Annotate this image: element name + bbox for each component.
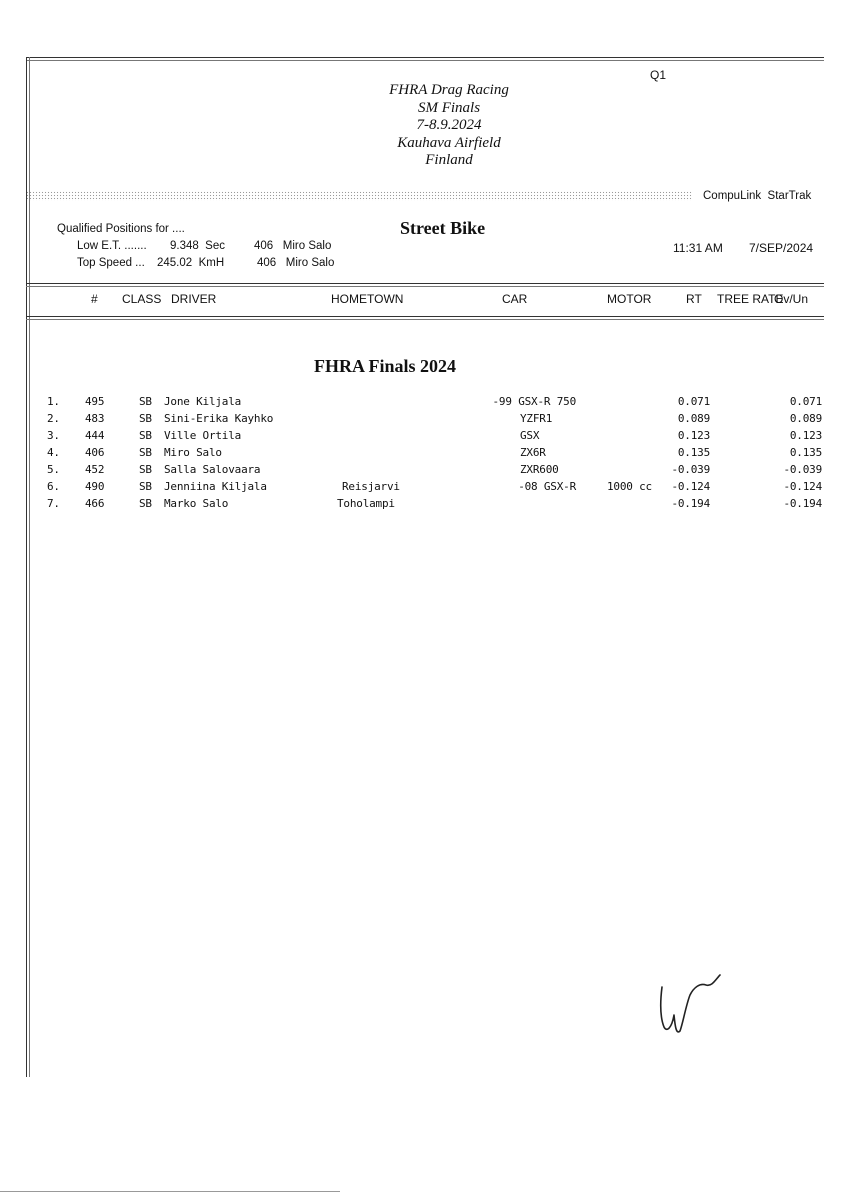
event-title-block bbox=[300, 82, 598, 170]
col-rt: RT bbox=[686, 292, 702, 306]
top-speed-value: 245.02 KmH bbox=[157, 257, 225, 269]
top-speed-holder: 406 Miro Salo bbox=[257, 257, 335, 269]
row-rt: -0.039 bbox=[671, 463, 710, 476]
row-class: SB bbox=[139, 497, 152, 510]
event-line-3: 7-8.9.2024 bbox=[416, 117, 482, 133]
table-row bbox=[0, 497, 848, 514]
row-ovun: -0.194 bbox=[783, 497, 822, 510]
handwritten-signature bbox=[650, 965, 730, 1045]
row-driver: Salla Salovaara bbox=[164, 463, 261, 476]
row-car: -99 GSX-R 750 bbox=[492, 395, 576, 408]
row-position: 7. bbox=[47, 497, 60, 510]
dotted-band bbox=[26, 191, 692, 201]
round-label: Q1 bbox=[650, 68, 667, 82]
columns-top-rule-2 bbox=[26, 286, 824, 287]
row-driver: Jone Kiljala bbox=[164, 395, 242, 408]
row-position: 4. bbox=[47, 446, 60, 459]
table-row bbox=[0, 412, 848, 429]
top-border bbox=[26, 57, 824, 58]
page-bottom-rule bbox=[0, 1191, 340, 1192]
row-ovun: -0.124 bbox=[783, 480, 822, 493]
row-driver: Jenniina Kiljala bbox=[164, 480, 267, 493]
left-border-inner bbox=[29, 57, 30, 1077]
row-class: SB bbox=[139, 395, 152, 408]
section-title: FHRA Finals 2024 bbox=[314, 356, 457, 376]
row-number: 452 bbox=[85, 463, 105, 476]
col-num: # bbox=[91, 292, 98, 306]
row-driver: Ville Ortila bbox=[164, 429, 242, 442]
event-line-4: Kauhava Airfield bbox=[397, 134, 501, 151]
row-driver: Marko Salo bbox=[164, 497, 229, 510]
row-ovun: 0.089 bbox=[789, 412, 822, 425]
date-label: 7/SEP/2024 bbox=[749, 241, 814, 255]
table-row bbox=[0, 463, 848, 480]
row-class: SB bbox=[139, 429, 152, 442]
row-rt: -0.124 bbox=[671, 480, 710, 493]
row-position: 5. bbox=[47, 463, 60, 476]
row-car: YZFR1 bbox=[520, 412, 553, 425]
col-motor: MOTOR bbox=[607, 292, 652, 306]
low-et-value: 9.348 Sec bbox=[170, 240, 225, 252]
top-speed-label: Top Speed ... bbox=[77, 257, 145, 269]
system-label: CompuLink StarTrak bbox=[703, 190, 812, 202]
col-ovun: Ov/Un bbox=[774, 292, 809, 306]
row-car: ZX6R bbox=[520, 446, 546, 459]
event-line-2: SM Finals bbox=[417, 99, 481, 116]
col-class: CLASS bbox=[122, 292, 162, 306]
row-class: SB bbox=[139, 446, 152, 459]
row-number: 490 bbox=[85, 480, 105, 493]
row-rt: 0.089 bbox=[677, 412, 710, 425]
row-number: 444 bbox=[85, 429, 105, 442]
row-rt: 0.135 bbox=[677, 446, 710, 459]
row-number: 466 bbox=[85, 497, 105, 510]
row-number: 406 bbox=[85, 446, 105, 459]
row-rt: 0.071 bbox=[677, 395, 710, 408]
top-border-inner bbox=[26, 60, 824, 61]
row-car: GSX bbox=[520, 429, 540, 442]
signature-stroke bbox=[661, 975, 720, 1032]
row-driver: Sini-Erika Kayhko bbox=[164, 412, 274, 425]
row-motor: 1000 cc bbox=[607, 480, 652, 493]
qualified-label: Qualified Positions for .... bbox=[57, 223, 185, 235]
row-rt: -0.194 bbox=[671, 497, 710, 510]
row-position: 2. bbox=[47, 412, 60, 425]
row-position: 1. bbox=[47, 395, 60, 408]
row-driver: Miro Salo bbox=[164, 446, 222, 459]
columns-bottom-rule-2 bbox=[26, 319, 824, 320]
col-driver: DRIVER bbox=[171, 292, 217, 306]
row-class: SB bbox=[139, 463, 152, 476]
row-class: SB bbox=[139, 412, 152, 425]
col-hometown: HOMETOWN bbox=[331, 292, 404, 306]
row-ovun: 0.135 bbox=[789, 446, 822, 459]
col-tree-rate: TREE RATE bbox=[717, 292, 784, 306]
row-ovun: 0.071 bbox=[789, 395, 822, 408]
row-number: 483 bbox=[85, 412, 105, 425]
row-ovun: -0.039 bbox=[783, 463, 822, 476]
table-row bbox=[0, 480, 848, 497]
event-line-5: Finland bbox=[425, 152, 473, 168]
event-line-1: FHRA Drag Racing bbox=[389, 82, 509, 98]
row-ovun: 0.123 bbox=[789, 429, 822, 442]
row-position: 3. bbox=[47, 429, 60, 442]
row-rt: 0.123 bbox=[677, 429, 710, 442]
columns-bottom-rule bbox=[26, 316, 824, 317]
columns-top-rule bbox=[26, 283, 824, 284]
left-border bbox=[26, 57, 27, 1077]
row-car: -08 GSX-R bbox=[518, 480, 576, 493]
row-hometown: Reisjarvi bbox=[342, 480, 400, 493]
col-car: CAR bbox=[502, 292, 528, 306]
row-position: 6. bbox=[47, 480, 60, 493]
row-car: ZXR600 bbox=[520, 463, 559, 476]
low-et-holder: 406 Miro Salo bbox=[254, 240, 332, 252]
table-row bbox=[0, 446, 848, 463]
low-et-label: Low E.T. ....... bbox=[77, 240, 147, 252]
table-row bbox=[0, 429, 848, 446]
time-label: 11:31 AM bbox=[673, 241, 723, 255]
row-class: SB bbox=[139, 480, 152, 493]
row-hometown: Toholampi bbox=[337, 497, 395, 510]
table-row bbox=[0, 395, 848, 412]
row-number: 495 bbox=[85, 395, 105, 408]
class-title: Street Bike bbox=[400, 218, 486, 238]
